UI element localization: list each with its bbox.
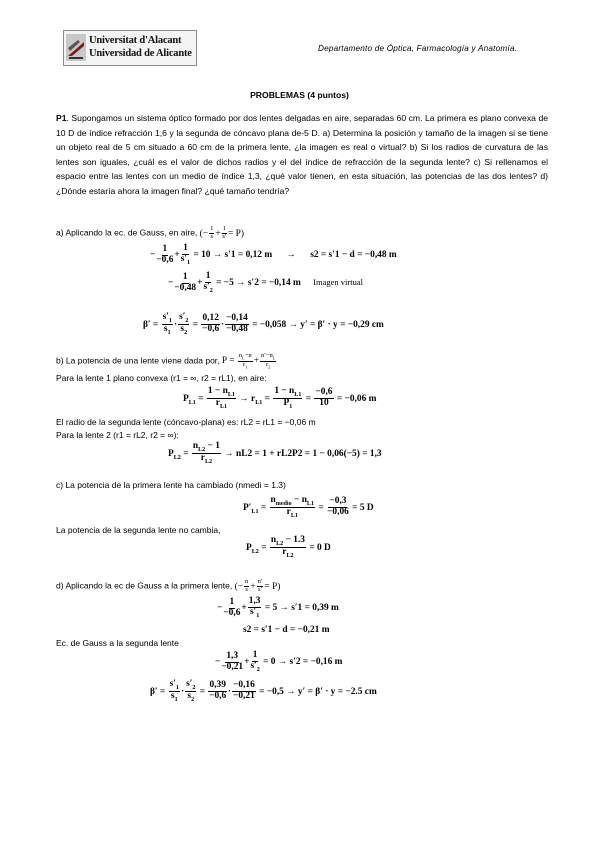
part-b-intro (56, 353, 277, 370)
lens2-radius-line: El radio de la segunda lente (cóncavo-plana) es: rL2 = rL1 = −0,06 m (56, 417, 316, 427)
part-a-s2: s2 = s′1 − d = −0,48 m (310, 250, 397, 261)
part-d-intro-text: d) Aplicando la ec de Gauss a la primera lente, (56, 580, 233, 591)
part-c-second-lens-text: La potencia de la segunda lente no cambia, (56, 525, 221, 535)
part-c-intro: c) La potencia de la primera lente ha cambiado (nmedi = 1.3) (56, 480, 286, 490)
lens2-index-result: → nL2 = 1 + rL2P2 = 1 − 0,06(−5) = 1,3 (224, 448, 382, 459)
part-a-eq2-result: = −5 → s′2 = −0,14 m (216, 278, 301, 289)
part-c-p1-result: = 5 D (352, 502, 374, 513)
part-d-intro (56, 579, 280, 594)
part-d-second-lens-title: Ec. de Gauss a la segunda lente (56, 638, 179, 648)
logo-text-spanish: Universidad de Alicante (89, 48, 192, 59)
problem-label: P1 (56, 113, 67, 123)
part-c-p1-equation: $P'_{L1}$ = $\frac{n_{medio} - n_{L1}}{r_{L1}}$ = $\frac{-0,3}{-0,06}$ = 5 D (243, 495, 374, 520)
part-d-magnification-result: = −0,5 → y′ = β′ · y = −2.5 cm (259, 686, 377, 697)
part-b-intro-text: b) La potencia de una lente viene dada por, (56, 355, 220, 366)
lens1-description: Para la lente 1 plano convexa (r1 = ∞, r2 = rL1), en aire: (56, 373, 267, 383)
problem-text: . Supongamos un sistema óptico formado por dos lentes delgadas en aire, separadas 60 cm. La primera es plano convexa de 10 D de índice refracción 1,6 y la segunda de cóncavo plana de-5 D. a) Determina la posición y tamaño de la imagen si se tiene un objeto real de 5 cm situado a 60 cm de la primera lente, ¿la imagen es real o virtual? b) Si los radios de curvatura de las lentes son iguales, ¿cuál es el valor de dichos radios y el del índice de refracción de la segunda lente? c) Si rellenamos el espacio entre las lentes con un medio de índice 1,3, ¿qué valor tienen, en esta situación, las potencias de las dos lentes? d) ¿Dónde estaría ahora la imagen final? ¿qué tamaño tendría? (56, 113, 548, 196)
image-virtual-note: Imagen virtual (313, 277, 363, 288)
university-logo (63, 30, 197, 66)
part-d-eq2-result: = 0 → s′2 = −0,16 m (263, 657, 343, 668)
part-d-s2: s2 = s′1 − d = −0,21 m (243, 625, 330, 635)
part-c-p2-result: = 0 D (309, 542, 331, 553)
part-a-eq1: − $\frac{1}{-0,6}$ + $\frac{1}{s'_1}$ = 10 → s′1 = 0,12 m → s2 = s′1 − d = −0,48 m (150, 243, 397, 266)
gauss-equation-medium: (− $\frac{n}{s}$ + $\frac{n'}{s'}$ = P) (234, 578, 281, 593)
department-name: Departamento de Óptica, Farmacología y Anatomía. (318, 44, 518, 53)
lens1-radius-result: = −0,06 m (336, 393, 377, 404)
part-d-eq1: − $\frac{1}{-0,6}$ + $\frac{1,3}{s'_1}$ = 5 → s′1 = 0,39 m (217, 596, 339, 619)
part-a-magnification-result: = −0,058 → y′ = β′ · y = −0,29 cm (252, 319, 384, 330)
part-a-eq1-result: = 10 → s′1 = 0,12 m (193, 250, 273, 261)
problem-statement (56, 111, 548, 199)
part-a-magnification: β′ = $\frac{s'_1}{s_1}$ · $\frac{s'_2}{s_2}$ = $\frac{0,12}{-0,6}$ · $\frac{-0,14}{-0,48}$ = −0,058 → y′ = β′ · y = −0,29 cm (143, 312, 384, 337)
part-a-intro-text: a) Aplicando la ec. de Gauss, en aire, (56, 227, 198, 238)
university-emblem-icon (66, 34, 86, 61)
lens2-description: Para la lente 2 (r1 = rL2, r2 = ∞): (56, 430, 179, 440)
part-a-eq2: − $\frac{1}{-0,48}$ + $\frac{1}{s'_2}$ = −5 → s′2 = −0,14 m Imagen virtual (168, 271, 363, 294)
logo-text-valencian: Universitat d'Alacant (89, 35, 182, 46)
part-d-s2-line (243, 625, 330, 635)
part-d-eq1-result: = 5 → s′1 = 0,39 m (264, 603, 339, 614)
part-a-intro (56, 226, 244, 241)
part-d-eq2: − $\frac{1,3}{-0,21}$ + $\frac{1}{s'_2}$ = 0 → s′2 = −0,16 m (215, 650, 343, 673)
gauss-equation-air: (− $\frac{1}{s}$ + $\frac{1}{s'}$ = P) (199, 225, 244, 240)
lens1-radius-equation: $P_{L1}$ = $\frac{1 - n_{L1}}{r_{L1}}$ → $r_{L1}$ = $\frac{1 - n_{L1}}{P_1}$ = $\frac{-0,6}{10}$ = −0,06 m (183, 386, 377, 411)
page-title: PROBLEMAS (4 puntos) (250, 90, 349, 100)
lens2-index-equation: $P_{L2}$ = $\frac{n_{L2} - 1}{r_{L2}}$ → nL2 = 1 + rL2P2 = 1 − 0,06(−5) = 1,3 (168, 441, 382, 466)
part-d-magnification: β′ = $\frac{s'_1}{s_1}$ · $\frac{s'_2}{s_2}$ = $\frac{0,39}{-0,6}$ · $\frac{-0,16}{-0,21}$ = −0,5 → y′ = β′ · y = −2.5 cm (150, 679, 377, 704)
part-c-p2-equation: $P_{L2}$ = $\frac{n_{L2} - 1.3}{r_{L2}}$ = 0 D (246, 535, 331, 560)
lens-power-formula: P = $\frac{n_L-n}{r_1}$ + $\frac{n'-n_L}{r_2}$ (221, 352, 276, 370)
